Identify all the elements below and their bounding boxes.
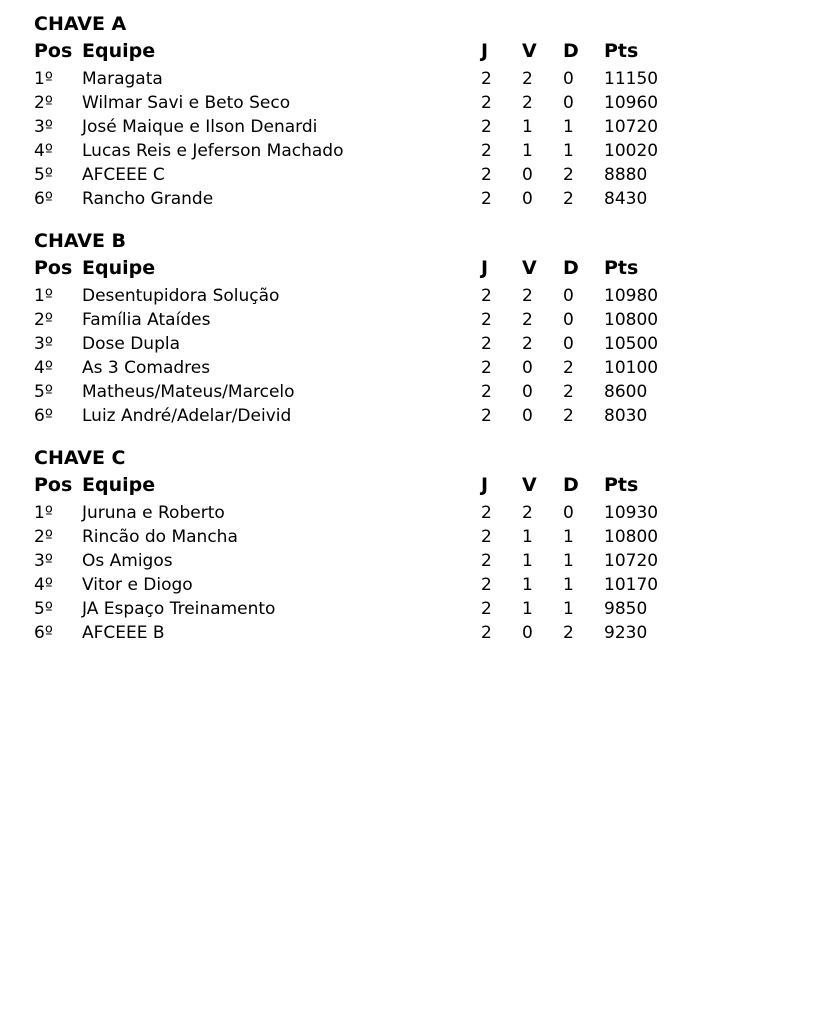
header-games: J (481, 40, 489, 62)
group-chave-c (34, 446, 794, 645)
cell-games: 2 (481, 117, 492, 137)
header-points: Pts (604, 257, 639, 279)
header-pos: Pos (34, 257, 73, 279)
cell-losses: 2 (563, 358, 574, 378)
cell-pos: 2º (34, 310, 53, 330)
header-pos: Pos (34, 474, 73, 496)
header-team: Equipe (82, 40, 156, 62)
header-losses: D (563, 474, 579, 496)
cell-games: 2 (481, 406, 492, 426)
table-row (34, 380, 694, 404)
cell-games: 2 (481, 623, 492, 643)
cell-points: 10720 (604, 551, 659, 571)
standings-table (34, 254, 694, 428)
cell-losses: 2 (563, 406, 574, 426)
standings-table (34, 471, 694, 645)
cell-wins: 2 (522, 334, 533, 354)
cell-team: As 3 Comadres (82, 358, 211, 378)
header-losses: D (563, 40, 579, 62)
cell-losses: 0 (563, 334, 574, 354)
table-row (34, 163, 694, 187)
table-header-row (34, 471, 694, 501)
cell-team: Lucas Reis e Jeferson Machado (82, 141, 344, 161)
cell-wins: 1 (522, 575, 533, 595)
cell-losses: 2 (563, 382, 574, 402)
cell-team: Maragata (82, 69, 163, 89)
table-header-row (34, 254, 694, 284)
cell-pos: 5º (34, 165, 53, 185)
cell-pos: 1º (34, 503, 53, 523)
cell-wins: 0 (522, 623, 533, 643)
cell-wins: 2 (522, 93, 533, 113)
cell-pos: 3º (34, 334, 53, 354)
header-losses: D (563, 257, 579, 279)
cell-team: José Maique e Ilson Denardi (82, 117, 318, 137)
cell-pos: 2º (34, 527, 53, 547)
table-row (34, 187, 694, 211)
cell-team: Luiz André/Adelar/Deivid (82, 406, 292, 426)
cell-losses: 0 (563, 69, 574, 89)
header-wins: V (522, 474, 537, 496)
cell-losses: 1 (563, 117, 574, 137)
cell-pos: 6º (34, 623, 53, 643)
cell-pos: 5º (34, 599, 53, 619)
group-title: CHAVE A (34, 13, 127, 35)
cell-games: 2 (481, 189, 492, 209)
cell-losses: 0 (563, 93, 574, 113)
cell-pos: 4º (34, 575, 53, 595)
cell-wins: 1 (522, 117, 533, 137)
cell-pos: 5º (34, 382, 53, 402)
cell-points: 10930 (604, 503, 659, 523)
cell-pos: 1º (34, 286, 53, 306)
cell-points: 10980 (604, 286, 659, 306)
cell-games: 2 (481, 310, 492, 330)
cell-pos: 6º (34, 406, 53, 426)
cell-losses: 2 (563, 165, 574, 185)
cell-games: 2 (481, 93, 492, 113)
cell-games: 2 (481, 141, 492, 161)
group-chave-a (34, 12, 794, 211)
table-row (34, 115, 694, 139)
group-title: CHAVE C (34, 447, 126, 469)
cell-pos: 2º (34, 93, 53, 113)
header-team: Equipe (82, 257, 156, 279)
cell-wins: 1 (522, 551, 533, 571)
cell-losses: 2 (563, 623, 574, 643)
cell-points: 9230 (604, 623, 648, 643)
header-points: Pts (604, 40, 639, 62)
cell-games: 2 (481, 575, 492, 595)
cell-games: 2 (481, 382, 492, 402)
cell-team: Vitor e Diogo (82, 575, 193, 595)
table-row (34, 621, 694, 645)
cell-losses: 1 (563, 551, 574, 571)
cell-games: 2 (481, 599, 492, 619)
table-row (34, 284, 694, 308)
header-games: J (481, 474, 489, 496)
table-row (34, 597, 694, 621)
cell-wins: 2 (522, 503, 533, 523)
cell-pos: 6º (34, 189, 53, 209)
cell-team: Matheus/Mateus/Marcelo (82, 382, 295, 402)
cell-losses: 1 (563, 527, 574, 547)
cell-games: 2 (481, 551, 492, 571)
cell-wins: 0 (522, 382, 533, 402)
cell-points: 8430 (604, 189, 648, 209)
cell-team: AFCEEE B (82, 623, 165, 643)
table-row (34, 549, 694, 573)
cell-losses: 0 (563, 286, 574, 306)
cell-team: Dose Dupla (82, 334, 181, 354)
header-pos: Pos (34, 40, 73, 62)
table-row (34, 501, 694, 525)
cell-points: 10170 (604, 575, 659, 595)
cell-wins: 0 (522, 358, 533, 378)
standings-table (34, 37, 694, 211)
cell-losses: 1 (563, 141, 574, 161)
cell-pos: 4º (34, 141, 53, 161)
cell-pos: 3º (34, 551, 53, 571)
cell-points: 8030 (604, 406, 648, 426)
table-row (34, 573, 694, 597)
cell-games: 2 (481, 69, 492, 89)
cell-wins: 1 (522, 141, 533, 161)
cell-pos: 3º (34, 117, 53, 137)
table-row (34, 525, 694, 549)
cell-points: 8600 (604, 382, 648, 402)
cell-points: 10960 (604, 93, 659, 113)
cell-team: Wilmar Savi e Beto Seco (82, 93, 291, 113)
table-row (34, 308, 694, 332)
cell-team: Desentupidora Solução (82, 286, 280, 306)
cell-team: Família Ataídes (82, 310, 211, 330)
cell-team: JA Espaço Treinamento (82, 599, 276, 619)
cell-wins: 1 (522, 599, 533, 619)
header-games: J (481, 257, 489, 279)
cell-points: 10800 (604, 527, 659, 547)
cell-points: 11150 (604, 69, 659, 89)
cell-wins: 0 (522, 165, 533, 185)
cell-team: Juruna e Roberto (82, 503, 225, 523)
cell-losses: 0 (563, 503, 574, 523)
cell-pos: 4º (34, 358, 53, 378)
group-chave-b (34, 229, 794, 428)
cell-wins: 2 (522, 310, 533, 330)
cell-team: Rancho Grande (82, 189, 214, 209)
cell-points: 10800 (604, 310, 659, 330)
table-row (34, 356, 694, 380)
cell-points: 10020 (604, 141, 659, 161)
cell-wins: 0 (522, 189, 533, 209)
cell-wins: 0 (522, 406, 533, 426)
cell-losses: 1 (563, 575, 574, 595)
cell-games: 2 (481, 334, 492, 354)
header-team: Equipe (82, 474, 156, 496)
cell-points: 8880 (604, 165, 648, 185)
cell-losses: 2 (563, 189, 574, 209)
header-wins: V (522, 40, 537, 62)
table-header-row (34, 37, 694, 67)
cell-points: 10720 (604, 117, 659, 137)
cell-wins: 2 (522, 69, 533, 89)
table-row (34, 91, 694, 115)
cell-games: 2 (481, 358, 492, 378)
cell-team: Rincão do Mancha (82, 527, 238, 547)
cell-games: 2 (481, 165, 492, 185)
cell-points: 10100 (604, 358, 659, 378)
standings-page (34, 12, 794, 663)
cell-points: 10500 (604, 334, 659, 354)
group-title: CHAVE B (34, 230, 127, 252)
cell-pos: 1º (34, 69, 53, 89)
cell-losses: 1 (563, 599, 574, 619)
table-row (34, 139, 694, 163)
cell-points: 9850 (604, 599, 648, 619)
cell-wins: 1 (522, 527, 533, 547)
cell-team: Os Amigos (82, 551, 173, 571)
cell-games: 2 (481, 286, 492, 306)
cell-team: AFCEEE C (82, 165, 165, 185)
header-wins: V (522, 257, 537, 279)
table-row (34, 404, 694, 428)
table-row (34, 332, 694, 356)
cell-games: 2 (481, 527, 492, 547)
header-points: Pts (604, 474, 639, 496)
table-row (34, 67, 694, 91)
cell-losses: 0 (563, 310, 574, 330)
cell-games: 2 (481, 503, 492, 523)
cell-wins: 2 (522, 286, 533, 306)
